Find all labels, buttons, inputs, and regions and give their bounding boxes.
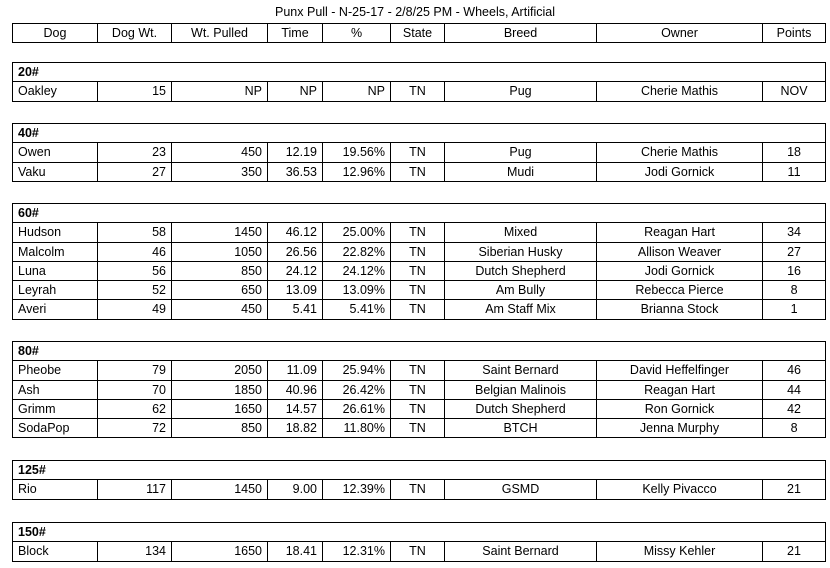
table-row (13, 82, 826, 101)
header-row (13, 24, 826, 43)
table-cell: 22.82% (323, 242, 391, 261)
table-cell: 1850 (172, 380, 268, 399)
table-cell: Rebecca Pierce (597, 281, 763, 300)
weight-class-row (13, 63, 826, 82)
column-header: Dog (13, 24, 98, 43)
table-cell: 58 (98, 223, 172, 242)
table-cell: 18.41 (268, 542, 323, 561)
table-cell: 24.12 (268, 261, 323, 280)
table-cell: Malcolm (13, 242, 98, 261)
table-cell: 650 (172, 281, 268, 300)
column-header: Time (268, 24, 323, 43)
table-cell: TN (391, 242, 445, 261)
table-cell: 42 (763, 399, 826, 418)
table-row (13, 361, 826, 380)
table-cell: Jodi Gornick (597, 162, 763, 181)
table-cell: Reagan Hart (597, 223, 763, 242)
column-header: Dog Wt. (98, 24, 172, 43)
table-cell: TN (391, 82, 445, 101)
table-cell: 40.96 (268, 380, 323, 399)
table-cell: TN (391, 380, 445, 399)
table-cell: 21 (763, 542, 826, 561)
table-cell: TN (391, 223, 445, 242)
table-cell: 36.53 (268, 162, 323, 181)
table-cell: TN (391, 281, 445, 300)
table-cell: Ash (13, 380, 98, 399)
table-cell: NP (268, 82, 323, 101)
table-cell: TN (391, 300, 445, 319)
table-cell: Block (13, 542, 98, 561)
table-cell: SodaPop (13, 419, 98, 438)
table-cell: 1650 (172, 542, 268, 561)
table-cell: Siberian Husky (445, 242, 597, 261)
sheet-title: Punx Pull - N-25-17 - 2/8/25 PM - Wheels, Artificial (275, 5, 555, 19)
weight-class-label: 150# (13, 523, 826, 542)
table-cell: 70 (98, 380, 172, 399)
table-row (13, 242, 826, 261)
table-cell: TN (391, 261, 445, 280)
table-cell: Mudi (445, 162, 597, 181)
table-cell: BTCH (445, 419, 597, 438)
table-cell: 9.00 (268, 480, 323, 499)
table-cell: Brianna Stock (597, 300, 763, 319)
table-row (13, 419, 826, 438)
table-cell: 46 (98, 242, 172, 261)
table-cell: 12.39% (323, 480, 391, 499)
table-cell: 1650 (172, 399, 268, 418)
table-cell: 117 (98, 480, 172, 499)
table-row (13, 480, 826, 499)
table-row (13, 542, 826, 561)
column-header: % (323, 24, 391, 43)
weight-class-table (12, 460, 826, 500)
weight-class-label: 125# (13, 461, 826, 480)
table-row (13, 162, 826, 181)
table-cell: TN (391, 143, 445, 162)
table-cell: Allison Weaver (597, 242, 763, 261)
column-header: Breed (445, 24, 597, 43)
table-cell: TN (391, 399, 445, 418)
table-cell: Luna (13, 261, 98, 280)
column-header: Points (763, 24, 826, 43)
table-cell: Rio (13, 480, 98, 499)
table-cell: David Heffelfinger (597, 361, 763, 380)
table-cell: 56 (98, 261, 172, 280)
table-cell: 12.19 (268, 143, 323, 162)
table-cell: Pheobe (13, 361, 98, 380)
table-cell: TN (391, 162, 445, 181)
table-cell: Jodi Gornick (597, 261, 763, 280)
table-cell: 5.41 (268, 300, 323, 319)
table-cell: 23 (98, 143, 172, 162)
table-cell: Missy Kehler (597, 542, 763, 561)
table-cell: 2050 (172, 361, 268, 380)
weight-class-label: 40# (13, 124, 826, 143)
table-cell: Saint Bernard (445, 542, 597, 561)
weight-class-label: 60# (13, 204, 826, 223)
weight-class-table (12, 62, 826, 102)
table-cell: 5.41% (323, 300, 391, 319)
table-cell: NP (323, 82, 391, 101)
table-row (13, 399, 826, 418)
weight-class-label: 80# (13, 342, 826, 361)
table-row (13, 281, 826, 300)
table-cell: 27 (98, 162, 172, 181)
table-cell: Owen (13, 143, 98, 162)
table-row (13, 143, 826, 162)
table-cell: 13.09% (323, 281, 391, 300)
table-cell: TN (391, 480, 445, 499)
table-cell: Oakley (13, 82, 98, 101)
table-cell: Hudson (13, 223, 98, 242)
table-cell: 72 (98, 419, 172, 438)
column-header: Wt. Pulled (172, 24, 268, 43)
table-cell: 350 (172, 162, 268, 181)
table-cell: Averi (13, 300, 98, 319)
table-cell: 27 (763, 242, 826, 261)
table-cell: 15 (98, 82, 172, 101)
table-cell: Pug (445, 143, 597, 162)
table-cell: 1050 (172, 242, 268, 261)
table-cell: 19.56% (323, 143, 391, 162)
table-cell: 18.82 (268, 419, 323, 438)
table-cell: TN (391, 361, 445, 380)
column-header: Owner (597, 24, 763, 43)
table-cell: 850 (172, 419, 268, 438)
table-cell: 11 (763, 162, 826, 181)
table-cell: NP (172, 82, 268, 101)
table-cell: Am Staff Mix (445, 300, 597, 319)
table-cell: 14.57 (268, 399, 323, 418)
table-cell: 1450 (172, 480, 268, 499)
table-cell: 11.09 (268, 361, 323, 380)
weight-class-row (13, 461, 826, 480)
table-cell: Reagan Hart (597, 380, 763, 399)
weight-class-table (12, 123, 826, 182)
table-cell: Saint Bernard (445, 361, 597, 380)
table-row (13, 380, 826, 399)
table-cell: 8 (763, 281, 826, 300)
table-cell: 34 (763, 223, 826, 242)
table-cell: 46 (763, 361, 826, 380)
table-cell: 62 (98, 399, 172, 418)
table-cell: 11.80% (323, 419, 391, 438)
table-cell: Cherie Mathis (597, 82, 763, 101)
table-cell: 26.61% (323, 399, 391, 418)
table-row (13, 300, 826, 319)
table-cell: 26.42% (323, 380, 391, 399)
table-cell: 26.56 (268, 242, 323, 261)
table-cell: 1 (763, 300, 826, 319)
table-cell: GSMD (445, 480, 597, 499)
table-cell: 49 (98, 300, 172, 319)
table-cell: 46.12 (268, 223, 323, 242)
table-cell: Cherie Mathis (597, 143, 763, 162)
table-cell: Jenna Murphy (597, 419, 763, 438)
weight-class-row (13, 204, 826, 223)
table-cell: 13.09 (268, 281, 323, 300)
table-cell: TN (391, 419, 445, 438)
table-cell: Dutch Shepherd (445, 261, 597, 280)
table-row (13, 223, 826, 242)
table-cell: 12.31% (323, 542, 391, 561)
table-cell: 24.12% (323, 261, 391, 280)
table-cell: Belgian Malinois (445, 380, 597, 399)
weight-class-row (13, 342, 826, 361)
table-cell: Kelly Pivacco (597, 480, 763, 499)
table-cell: Am Bully (445, 281, 597, 300)
table-cell: NOV (763, 82, 826, 101)
table-cell: 21 (763, 480, 826, 499)
table-cell: Grimm (13, 399, 98, 418)
table-cell: Mixed (445, 223, 597, 242)
weight-class-table (12, 341, 826, 438)
table-cell: 52 (98, 281, 172, 300)
table-cell: 134 (98, 542, 172, 561)
table-cell: Leyrah (13, 281, 98, 300)
table-cell: Ron Gornick (597, 399, 763, 418)
table-cell: 850 (172, 261, 268, 280)
weight-class-row (13, 523, 826, 542)
table-cell: 25.94% (323, 361, 391, 380)
table-cell: 79 (98, 361, 172, 380)
weight-class-label: 20# (13, 63, 826, 82)
table-cell: 44 (763, 380, 826, 399)
table-cell: 12.96% (323, 162, 391, 181)
weight-class-row (13, 124, 826, 143)
table-cell: 18 (763, 143, 826, 162)
table-row (13, 261, 826, 280)
table-cell: 1450 (172, 223, 268, 242)
table-cell: TN (391, 542, 445, 561)
column-header: State (391, 24, 445, 43)
weight-class-table (12, 522, 826, 562)
table-cell: 16 (763, 261, 826, 280)
table-cell: 450 (172, 143, 268, 162)
table-cell: Vaku (13, 162, 98, 181)
table-cell: Dutch Shepherd (445, 399, 597, 418)
table-cell: 8 (763, 419, 826, 438)
table-cell: Pug (445, 82, 597, 101)
table-cell: 450 (172, 300, 268, 319)
column-header-table (12, 23, 826, 43)
weight-class-table (12, 203, 826, 320)
table-cell: 25.00% (323, 223, 391, 242)
